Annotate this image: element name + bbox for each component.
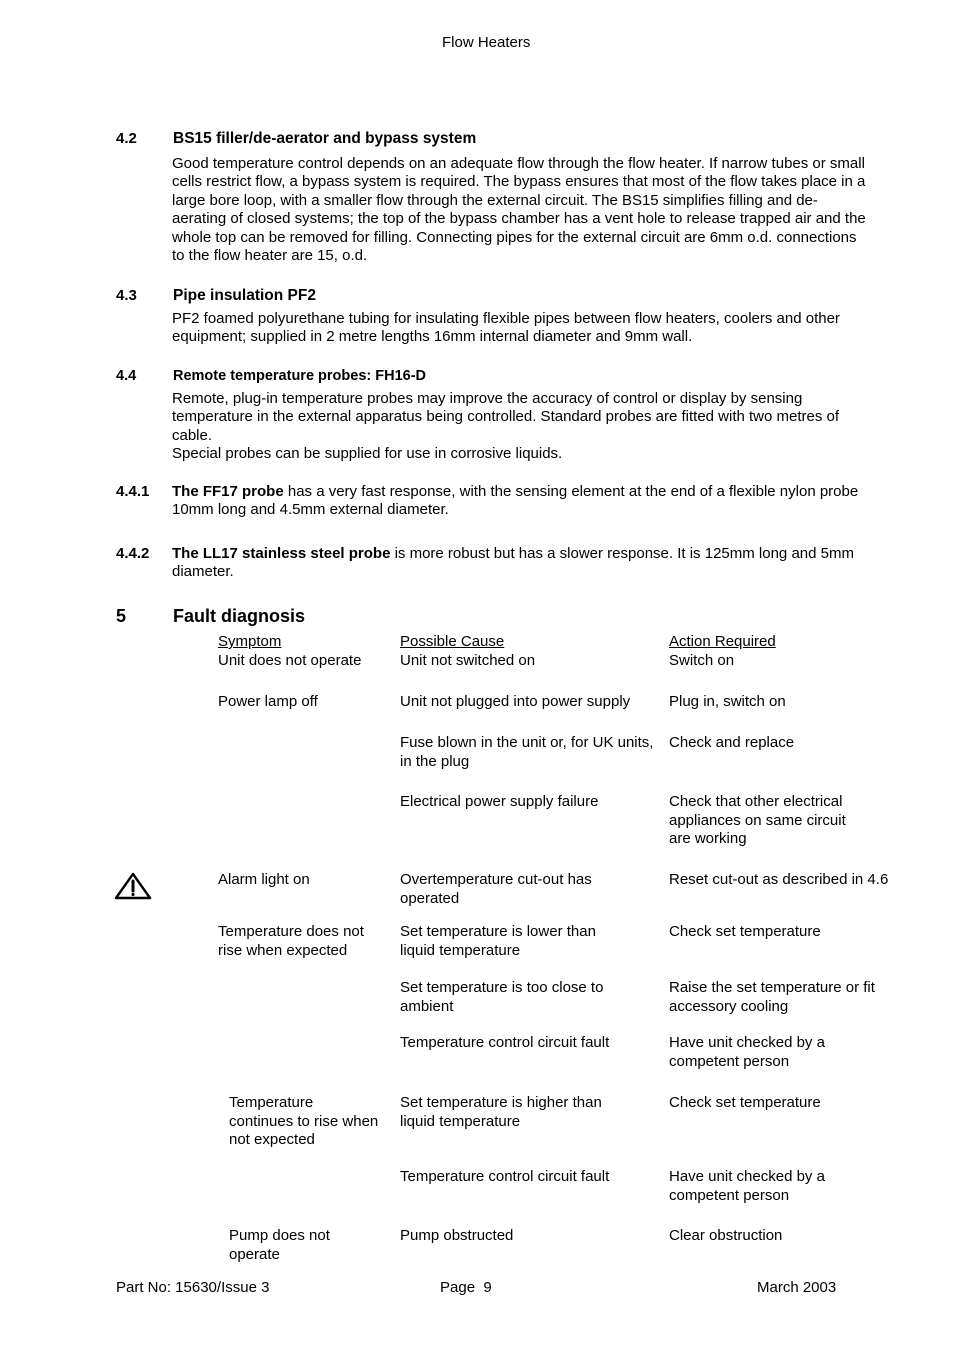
probe-name: The FF17 probe [172, 483, 284, 500]
fault-symptom: Power lamp off [218, 693, 318, 710]
fault-action: Check set temperature [669, 923, 821, 940]
section-body: PF2 foamed polyurethane tubing for insulating flexible pipes between flow heaters, coolers and other equipment; supplied in 2 metre lengths 16mm internal diameter and 9mm wall. [172, 310, 840, 346]
fault-action: Check set temperature [669, 1094, 821, 1111]
section-body: Good temperature control depends on an adequate flow through the flow heater. If narrow tubes or small cells restrict flow, a bypass system is required. The bypass ensures that most of the flow takes place in a large bore loop, with a smaller flow through the external circuit. The BS15 simplifies filling and de-aerating of closed systems; the top of the bypass chamber has a vent hole to release trapped air and the whole top can be removed for filling. Connecting pipes for the external circuit are 6mm o.d. connections to the flow heater are 15, o.d. [172, 155, 866, 265]
fault-cause: Set temperature is lower than liquid temperature [400, 923, 596, 959]
warning-triangle-icon [114, 872, 152, 900]
column-header-cause: Possible Cause [400, 633, 505, 650]
fault-action: Switch on [669, 652, 735, 669]
fault-symptom: Alarm light on [218, 871, 310, 888]
section-number: 4.4.2 [116, 545, 150, 562]
fault-cause: Unit not plugged into power supply [400, 693, 631, 710]
section-body: Remote, plug-in temperature probes may improve the accuracy of control or display by sensing temperature in the external apparatus being controlled. Standard probes are fitted with two metres of cable. [172, 390, 840, 444]
section-body-note: Special probes can be supplied for use in corrosive liquids. [172, 445, 563, 462]
fault-symptom: Temperature does not rise when expected [218, 923, 364, 959]
fault-cause: Set temperature is higher than liquid temperature [400, 1094, 602, 1130]
section-number: 4.4 [116, 368, 137, 384]
section-title: Remote temperature probes: FH16-D [173, 368, 426, 384]
section-title: Pipe insulation PF2 [173, 287, 316, 304]
footer-page-number: Page 9 [440, 1279, 492, 1296]
fault-cause: Temperature control circuit fault [400, 1168, 610, 1185]
fault-symptom: Pump does not operate [229, 1227, 330, 1263]
fault-action: Check that other electrical appliances on same circuit are working [669, 793, 846, 847]
section-title: Fault diagnosis [173, 606, 306, 626]
fault-cause: Temperature control circuit fault [400, 1034, 610, 1051]
section-title: BS15 filler/de-aerator and bypass system [173, 130, 477, 147]
fault-action: Clear obstruction [669, 1227, 783, 1244]
fault-cause: Electrical power supply failure [400, 793, 599, 810]
column-header-symptom: Symptom [218, 633, 282, 650]
fault-cause: Pump obstructed [400, 1227, 514, 1244]
column-header-action: Action Required [669, 633, 776, 650]
fault-symptom: Unit does not operate [218, 652, 362, 669]
footer-date: March 2003 [757, 1279, 837, 1296]
page-header: Flow Heaters [442, 34, 531, 51]
fault-cause: Overtemperature cut-out has operated [400, 871, 592, 907]
probe-description: is more robust but has a slower response. It is 125mm long and 5mm diameter. [172, 545, 854, 581]
fault-action: Have unit checked by a competent person [669, 1034, 825, 1070]
section-body [172, 545, 872, 582]
fault-cause: Set temperature is too close to ambient [400, 979, 604, 1015]
fault-action: Reset cut-out as described in 4.6 [669, 871, 889, 888]
probe-description: has a very fast response, with the sensing element at the end of a flexible nylon probe 10mm long and 4.5mm external diameter. [172, 483, 859, 519]
section-number: 5 [116, 606, 127, 626]
fault-action: Check and replace [669, 734, 795, 751]
fault-action: Plug in, switch on [669, 693, 786, 710]
section-number: 4.4.1 [116, 483, 150, 500]
fault-action: Have unit checked by a competent person [669, 1168, 825, 1204]
footer-part-number: Part No: 15630/Issue 3 [116, 1279, 270, 1296]
fault-cause: Fuse blown in the unit or, for UK units, in the plug [400, 734, 654, 770]
fault-cause: Unit not switched on [400, 652, 536, 669]
section-number: 4.2 [116, 130, 137, 147]
section-body [172, 483, 872, 520]
probe-name: The LL17 stainless steel probe [172, 545, 391, 562]
fault-action: Raise the set temperature or fit accessory cooling [669, 979, 875, 1015]
section-number: 4.3 [116, 287, 137, 304]
fault-symptom: Temperature continues to rise when not expected [229, 1094, 379, 1148]
